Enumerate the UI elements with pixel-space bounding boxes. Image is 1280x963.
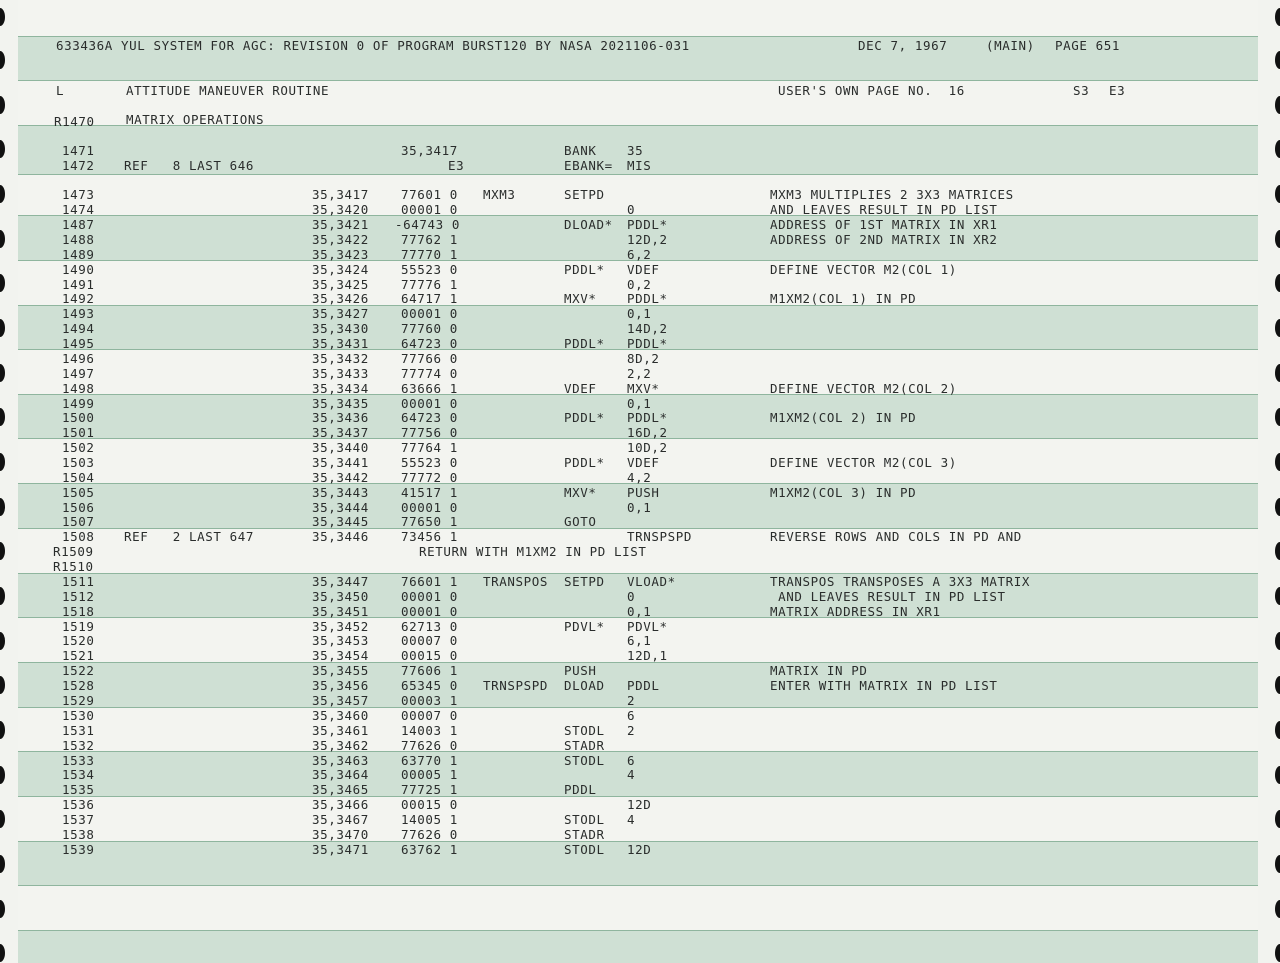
octal-code: 00015 0	[401, 648, 458, 663]
operand: 12D	[627, 797, 652, 812]
octal-code: 63762 1	[401, 842, 458, 857]
listing-line	[0, 605, 1280, 620]
address: 35,3463	[312, 753, 369, 768]
operand: 6	[627, 708, 636, 723]
address: 35,3464	[312, 767, 369, 782]
listing-line	[0, 486, 1280, 501]
address: 35,3455	[312, 663, 369, 678]
address: 35,3445	[312, 514, 369, 529]
line-number: 1488	[62, 232, 95, 247]
operand: 2	[627, 693, 636, 708]
rule-line	[18, 930, 1258, 931]
opcode: PDDL*	[564, 455, 605, 470]
listing-line	[0, 203, 1280, 218]
feed-hole	[1275, 8, 1280, 26]
line-number: 1489	[62, 247, 95, 262]
octal-code: 00001 0	[401, 604, 458, 619]
opcode: STADR	[564, 738, 605, 753]
operand: 14D,2	[627, 321, 668, 336]
operand: 2,2	[627, 366, 652, 381]
octal-code: 00015 0	[401, 797, 458, 812]
listing-line	[0, 218, 1280, 233]
feed-hole	[0, 8, 5, 26]
users-page-number: USER'S OWN PAGE NO. 16	[778, 83, 965, 98]
listing-line	[0, 560, 1280, 575]
address: 35,3431	[312, 336, 369, 351]
operand: VDEF	[627, 262, 660, 277]
line-number: 1499	[62, 396, 95, 411]
operand: 10D,2	[627, 440, 668, 455]
listing-line	[0, 188, 1280, 203]
listing-line	[0, 367, 1280, 382]
address: 35,3462	[312, 738, 369, 753]
listing-line	[0, 515, 1280, 530]
opcode: PDDL*	[564, 410, 605, 425]
header-date: DEC 7, 1967	[858, 38, 948, 53]
opcode: EBANK=	[564, 158, 613, 173]
octal-code: 14005 1	[401, 812, 458, 827]
operand: VLOAD*	[627, 574, 676, 589]
listing-line	[0, 679, 1280, 694]
octal-code: 77606 1	[401, 663, 458, 678]
octal-code: 63666 1	[401, 381, 458, 396]
address: 35,3454	[312, 648, 369, 663]
operand: 35	[627, 143, 644, 158]
operand: PDDL*	[627, 410, 668, 425]
operand: 0,1	[627, 604, 652, 619]
rule-line	[18, 885, 1258, 886]
listing-line	[0, 159, 1280, 174]
operand: PUSH	[627, 485, 660, 500]
ref-info: REF 8 LAST 646	[124, 158, 255, 173]
address: 35,3470	[312, 827, 369, 842]
listing-line	[0, 456, 1280, 471]
line-number: 1518	[62, 604, 95, 619]
comment: TRANSPOS TRANSPOSES A 3X3 MATRIX	[770, 574, 1031, 589]
address: 35,3450	[312, 589, 369, 604]
opcode: SETPD	[564, 574, 605, 589]
feed-hole	[0, 944, 5, 962]
line-number: 1472	[62, 158, 95, 173]
octal-code: 55523 0	[401, 262, 458, 277]
operand: 6,1	[627, 633, 652, 648]
operand: 6,2	[627, 247, 652, 262]
feed-hole	[0, 51, 5, 69]
header-page: PAGE 651	[1055, 38, 1121, 53]
address: 35,3453	[312, 633, 369, 648]
operand: 0,1	[627, 306, 652, 321]
listing-line	[0, 798, 1280, 813]
listing-line	[0, 322, 1280, 337]
listing-line	[0, 664, 1280, 679]
line-number: 1506	[62, 500, 95, 515]
address: 35,3417	[312, 187, 369, 202]
octal-code: 00005 1	[401, 767, 458, 782]
octal-code: 64723 0	[401, 410, 458, 425]
octal-code: 76601 1	[401, 574, 458, 589]
line-number: 1491	[62, 277, 95, 292]
opcode: PDDL*	[564, 262, 605, 277]
operand: 4,2	[627, 470, 652, 485]
listing-line	[0, 634, 1280, 649]
line-number: 1498	[62, 381, 95, 396]
octal-code: 77770 1	[401, 247, 458, 262]
line-number: 1503	[62, 455, 95, 470]
line-number: 1539	[62, 842, 95, 857]
listing-line	[0, 739, 1280, 754]
octal-code: 14003 1	[401, 723, 458, 738]
comment: M1XM2(COL 1) IN PD	[770, 291, 917, 306]
octal-code: 77766 0	[401, 351, 458, 366]
operand: PDDL*	[627, 217, 668, 232]
listing-line	[0, 263, 1280, 278]
address: 35,3451	[312, 604, 369, 619]
routine-title: ATTITUDE MANEUVER ROUTINE	[126, 83, 330, 98]
operand: 0,1	[627, 396, 652, 411]
line-number: 1536	[62, 797, 95, 812]
listing-line	[0, 530, 1280, 545]
operand: VDEF	[627, 455, 660, 470]
listing-line	[0, 694, 1280, 709]
octal-code: 77776 1	[401, 277, 458, 292]
line-number: 1505	[62, 485, 95, 500]
listing-line	[0, 768, 1280, 783]
line-number: 1494	[62, 321, 95, 336]
address: 35,3456	[312, 678, 369, 693]
address: 35,3443	[312, 485, 369, 500]
listing-line	[0, 575, 1280, 590]
octal-code: 65345 0	[401, 678, 458, 693]
address: 35,3437	[312, 425, 369, 440]
label: RETURN WITH M1XM2 IN PD LIST	[419, 544, 647, 559]
octal-code: 77764 1	[401, 440, 458, 455]
address: 35,3420	[312, 202, 369, 217]
log-type: L	[56, 83, 65, 98]
operand: MXV*	[627, 381, 660, 396]
octal-code: 73456 1	[401, 529, 458, 544]
section-title: MATRIX OPERATIONS	[126, 112, 265, 127]
address: 35,3424	[312, 262, 369, 277]
opcode: DLOAD*	[564, 217, 613, 232]
header-program-info: 633436A YUL SYSTEM FOR AGC: REVISION 0 OF PROGRAM BURST120 BY NASA 2021106-031	[56, 38, 690, 53]
address: 35,3434	[312, 381, 369, 396]
feed-hole	[0, 900, 5, 918]
listing-line	[0, 426, 1280, 441]
listing-line	[0, 307, 1280, 322]
address: 35,3421	[312, 217, 369, 232]
line-number: 1496	[62, 351, 95, 366]
s-code: S3	[1073, 83, 1090, 98]
opcode: PDDL*	[564, 336, 605, 351]
address: 35,3432	[312, 351, 369, 366]
opcode: VDEF	[564, 381, 597, 396]
line-number: 1531	[62, 723, 95, 738]
line-number: 1511	[62, 574, 95, 589]
operand: PDDL*	[627, 291, 668, 306]
listing-line	[0, 441, 1280, 456]
listing-line	[0, 471, 1280, 486]
address: 35,3423	[312, 247, 369, 262]
line-number: 1521	[62, 648, 95, 663]
line-number: 1487	[62, 217, 95, 232]
line-number: 1500	[62, 410, 95, 425]
listing-line	[0, 828, 1280, 843]
label: TRNSPSPD	[483, 678, 549, 693]
listing-line	[0, 411, 1280, 426]
listing-line	[0, 292, 1280, 307]
listing-line	[0, 783, 1280, 798]
green-band	[18, 930, 1258, 963]
listing-line	[0, 709, 1280, 724]
octal-code: 77601 0	[401, 187, 458, 202]
line-number: 1493	[62, 306, 95, 321]
line-number: 1530	[62, 708, 95, 723]
address: 35,3430	[312, 321, 369, 336]
comment: DEFINE VECTOR M2(COL 1)	[770, 262, 957, 277]
operand: 4	[627, 767, 636, 782]
octal-code: 00001 0	[401, 306, 458, 321]
octal-code: 63770 1	[401, 753, 458, 768]
opcode: BANK	[564, 143, 597, 158]
listing-line	[0, 248, 1280, 263]
comment: REVERSE ROWS AND COLS IN PD AND	[770, 529, 1022, 544]
comment: AND LEAVES RESULT IN PD LIST	[770, 589, 1006, 604]
address: 35,3442	[312, 470, 369, 485]
opcode: SETPD	[564, 187, 605, 202]
line-number: 1534	[62, 767, 95, 782]
octal-code: 77626 0	[401, 738, 458, 753]
operand: PDDL	[627, 678, 660, 693]
listing-line	[0, 352, 1280, 367]
line-number: 1497	[62, 366, 95, 381]
comment: ENTER WITH MATRIX IN PD LIST	[770, 678, 998, 693]
line-number: R1510	[53, 559, 94, 574]
feed-hole	[0, 96, 5, 114]
listing-line	[0, 813, 1280, 828]
comment: MATRIX ADDRESS IN XR1	[770, 604, 941, 619]
operand: PDDL*	[627, 336, 668, 351]
listing-line	[0, 649, 1280, 664]
address: 35,3427	[312, 306, 369, 321]
address: 35,3422	[312, 232, 369, 247]
octal-code: 35,3417	[401, 143, 458, 158]
operand: 12D	[627, 842, 652, 857]
line-number: 1519	[62, 619, 95, 634]
operand: 16D,2	[627, 425, 668, 440]
address: 35,3467	[312, 812, 369, 827]
comment: MXM3 MULTIPLIES 2 3X3 MATRICES	[770, 187, 1014, 202]
operand: 6	[627, 753, 636, 768]
line-number: 1473	[62, 187, 95, 202]
address: 35,3457	[312, 693, 369, 708]
line-number: 1537	[62, 812, 95, 827]
address: 35,3447	[312, 574, 369, 589]
octal-code: 77772 0	[401, 470, 458, 485]
address: 35,3466	[312, 797, 369, 812]
line-number: 1520	[62, 633, 95, 648]
address: 35,3460	[312, 708, 369, 723]
line-number: 1533	[62, 753, 95, 768]
comment: DEFINE VECTOR M2(COL 2)	[770, 381, 957, 396]
operand: TRNSPSPD	[627, 529, 693, 544]
operand: 0,1	[627, 500, 652, 515]
line-number: 1508	[62, 529, 95, 544]
comment: M1XM2(COL 2) IN PD	[770, 410, 917, 425]
octal-code: 64717 1	[401, 291, 458, 306]
feed-hole	[1275, 900, 1280, 918]
comment: ADDRESS OF 1ST MATRIX IN XR1	[770, 217, 998, 232]
octal-code: 00007 0	[401, 708, 458, 723]
comment: ADDRESS OF 2ND MATRIX IN XR2	[770, 232, 998, 247]
octal-code: 00001 0	[401, 396, 458, 411]
line-number: 1495	[62, 336, 95, 351]
line-number: 1507	[62, 514, 95, 529]
operand: 2	[627, 723, 636, 738]
line-number: 1522	[62, 663, 95, 678]
rule-line	[18, 80, 1258, 81]
address: 35,3436	[312, 410, 369, 425]
section-number: R1470	[54, 114, 95, 129]
label: MXM3	[483, 187, 516, 202]
octal-code: E3	[448, 158, 465, 173]
octal-code: 77760 0	[401, 321, 458, 336]
line-number: 1490	[62, 262, 95, 277]
address: 35,3461	[312, 723, 369, 738]
octal-code: -64743 0	[395, 217, 461, 232]
line-number: 1471	[62, 143, 95, 158]
ref-info: REF 2 LAST 647	[124, 529, 255, 544]
octal-code: 77650 1	[401, 514, 458, 529]
opcode: MXV*	[564, 291, 597, 306]
opcode: STADR	[564, 827, 605, 842]
operand: 12D,2	[627, 232, 668, 247]
comment: DEFINE VECTOR M2(COL 3)	[770, 455, 957, 470]
octal-code: 00001 0	[401, 589, 458, 604]
operand: 8D,2	[627, 351, 660, 366]
octal-code: 00001 0	[401, 202, 458, 217]
address: 35,3435	[312, 396, 369, 411]
comment: M1XM2(COL 3) IN PD	[770, 485, 917, 500]
opcode: STODL	[564, 753, 605, 768]
opcode: PDDL	[564, 782, 597, 797]
octal-code: 77725 1	[401, 782, 458, 797]
line-number: 1512	[62, 589, 95, 604]
opcode: STODL	[564, 723, 605, 738]
listing-line	[0, 545, 1280, 560]
operand: 0	[627, 202, 636, 217]
octal-code: 41517 1	[401, 485, 458, 500]
listing-line	[0, 382, 1280, 397]
listing-line	[0, 174, 1280, 189]
address: 35,3452	[312, 619, 369, 634]
line-number: 1501	[62, 425, 95, 440]
opcode: DLOAD	[564, 678, 605, 693]
feed-hole	[1275, 944, 1280, 962]
listing-line	[0, 843, 1280, 858]
address: 35,3425	[312, 277, 369, 292]
octal-code: 62713 0	[401, 619, 458, 634]
opcode: GOTO	[564, 514, 597, 529]
octal-code: 00007 0	[401, 633, 458, 648]
address: 35,3441	[312, 455, 369, 470]
octal-code: 77626 0	[401, 827, 458, 842]
opcode: STODL	[564, 812, 605, 827]
line-number: 1528	[62, 678, 95, 693]
rule-line	[18, 36, 1258, 37]
listing-line	[0, 501, 1280, 516]
address: 35,3465	[312, 782, 369, 797]
opcode: PDVL*	[564, 619, 605, 634]
listing-line	[0, 144, 1280, 159]
operand: 12D,1	[627, 648, 668, 663]
octal-code: 77756 0	[401, 425, 458, 440]
e-code: E3	[1109, 83, 1126, 98]
address: 35,3426	[312, 291, 369, 306]
listing-line	[0, 337, 1280, 352]
line-number: 1529	[62, 693, 95, 708]
octal-code: 00003 1	[401, 693, 458, 708]
line-number: R1509	[53, 544, 94, 559]
feed-hole	[1275, 51, 1280, 69]
address: 35,3446	[312, 529, 369, 544]
address: 35,3471	[312, 842, 369, 857]
opcode: STODL	[564, 842, 605, 857]
line-number: 1538	[62, 827, 95, 842]
address: 35,3444	[312, 500, 369, 515]
listing-line	[0, 754, 1280, 769]
comment: MATRIX IN PD	[770, 663, 868, 678]
operand: 4	[627, 812, 636, 827]
opcode: PUSH	[564, 663, 597, 678]
line-number: 1474	[62, 202, 95, 217]
address: 35,3433	[312, 366, 369, 381]
line-number: 1535	[62, 782, 95, 797]
operand: 0,2	[627, 277, 652, 292]
listing-line	[0, 724, 1280, 739]
label: TRANSPOS	[483, 574, 549, 589]
listing-line	[0, 590, 1280, 605]
line-number: 1492	[62, 291, 95, 306]
listing-line	[0, 233, 1280, 248]
octal-code: 64723 0	[401, 336, 458, 351]
octal-code: 77774 0	[401, 366, 458, 381]
feed-hole	[1275, 96, 1280, 114]
header-main: (MAIN)	[986, 38, 1035, 53]
line-number: 1532	[62, 738, 95, 753]
operand: 0	[627, 589, 636, 604]
comment: AND LEAVES RESULT IN PD LIST	[770, 202, 998, 217]
address: 35,3440	[312, 440, 369, 455]
operand: MIS	[627, 158, 652, 173]
octal-code: 00001 0	[401, 500, 458, 515]
line-number: 1504	[62, 470, 95, 485]
operand: PDVL*	[627, 619, 668, 634]
line-number: 1502	[62, 440, 95, 455]
opcode: MXV*	[564, 485, 597, 500]
octal-code: 77762 1	[401, 232, 458, 247]
octal-code: 55523 0	[401, 455, 458, 470]
